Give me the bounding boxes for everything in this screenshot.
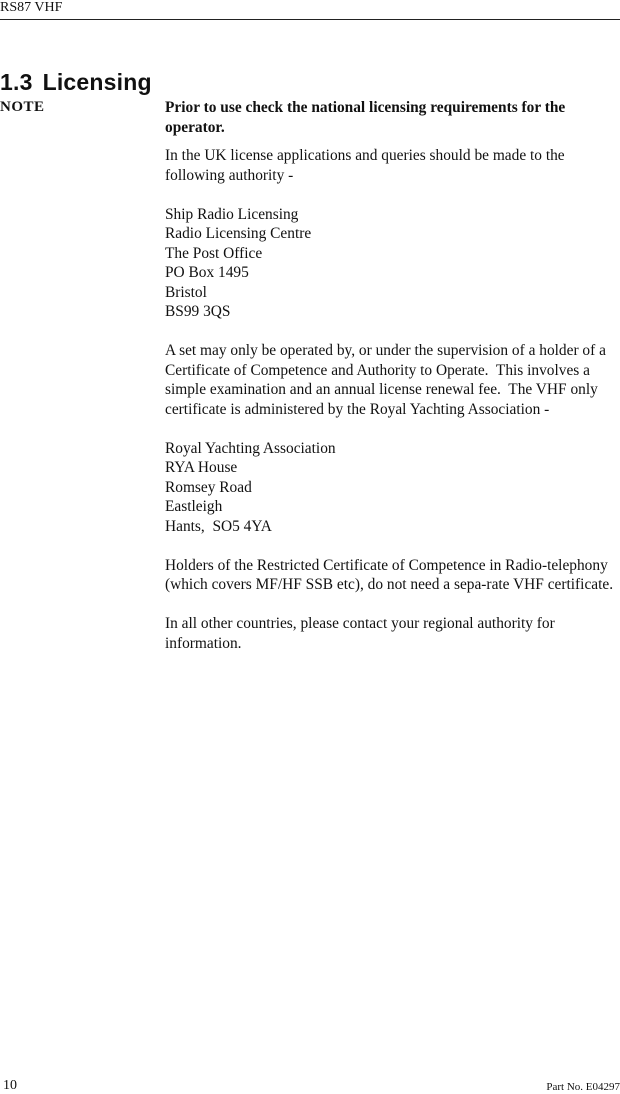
address-line: Bristol: [165, 283, 207, 301]
other-countries-paragraph: In all other countries, please contact your regional authority for information.: [165, 615, 555, 652]
section-heading: [0, 68, 152, 96]
restricted-certificate-paragraph: Holders of the Restricted Certificate of Competence in Radio-telephony (which covers MF/HF SSB etc), do not need a sepa-rate VHF certificate.: [165, 556, 614, 593]
certificate-paragraph: A set may only be operated by, or under the supervision of a holder of a Certificate of Competence and Authority to Operate. This involves a simple examination and an annual license renewal fee. The VHF only certificate is administered by the Royal Yachting Association -: [165, 342, 606, 418]
running-head-title: RS87 VHF: [0, 0, 63, 15]
page-number: 10: [3, 1078, 17, 1093]
section-title: Licensing: [42, 69, 152, 95]
note-label: NOTE: [0, 99, 45, 115]
licensing-address-block: [165, 205, 620, 322]
body-column: [165, 98, 620, 653]
rya-address-block: [165, 439, 620, 537]
part-number: Part No. E04297: [546, 1081, 620, 1093]
address-line: PO Box 1495: [165, 264, 249, 281]
address-line: BS99 3QS: [165, 303, 231, 320]
note-text: Prior to use check the national licensing requirements for the operator.: [165, 99, 566, 136]
uk-intro-paragraph: In the UK license applications and queries should be made to the following authority -: [165, 147, 565, 184]
section-number: 1.3: [0, 69, 33, 95]
address-line: The Post Office: [165, 244, 263, 262]
address-line: Ship Radio Licensing: [165, 205, 299, 223]
address-line: Royal Yachting Association: [165, 439, 336, 457]
address-line: Hants, SO5 4YA: [165, 517, 272, 535]
address-line: Eastleigh: [165, 498, 223, 515]
address-line: RYA House: [165, 459, 238, 476]
header-rule: [0, 19, 620, 20]
address-line: Romsey Road: [165, 478, 252, 496]
address-line: Radio Licensing Centre: [165, 225, 312, 242]
